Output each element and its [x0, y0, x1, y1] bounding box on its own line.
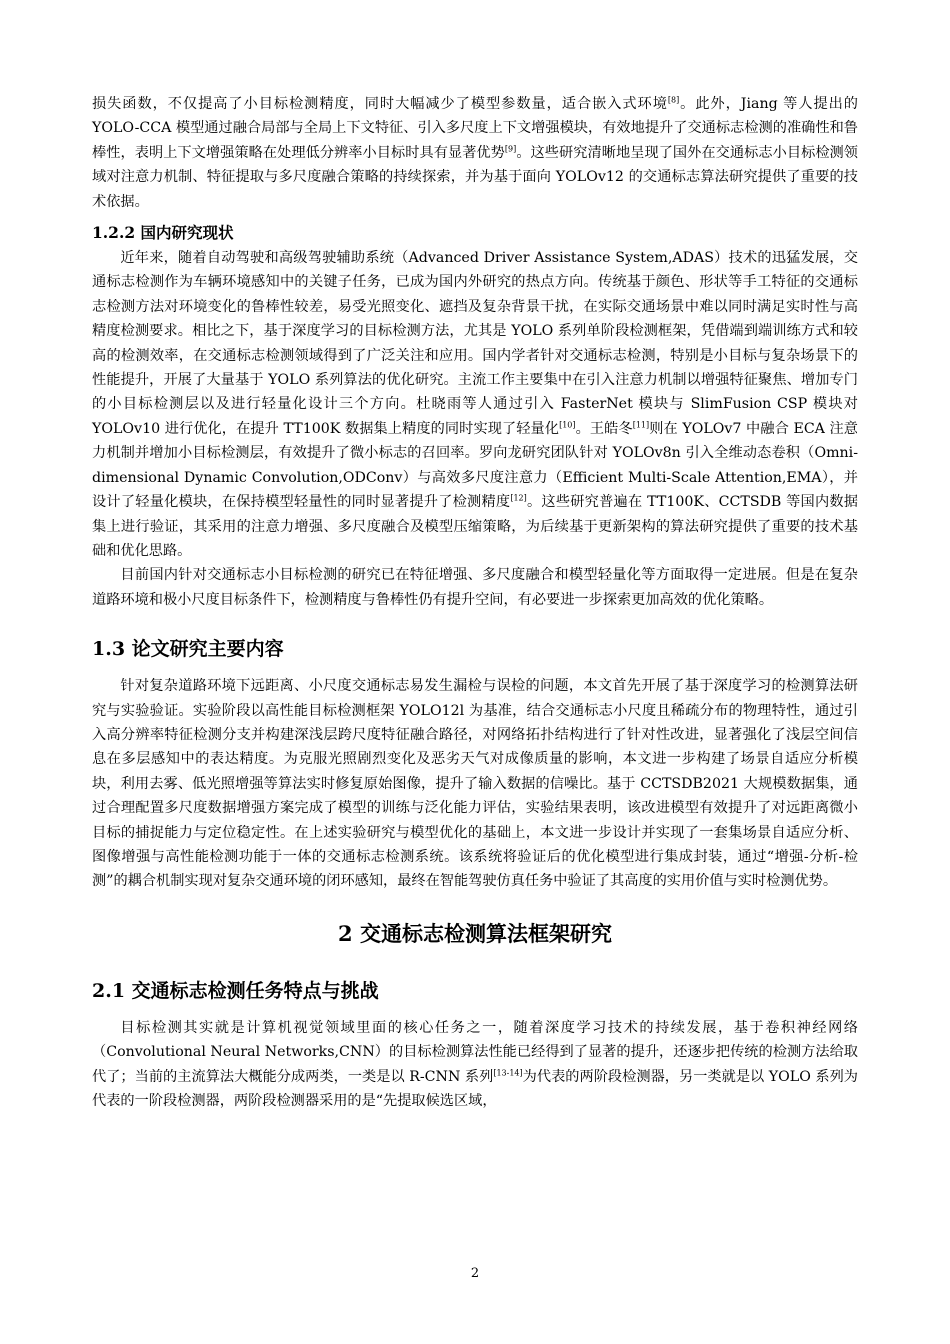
citation-ref[interactable]: [11]	[632, 420, 650, 430]
citation-ref[interactable]: [9]	[504, 144, 517, 154]
page-number: 2	[470, 1266, 480, 1281]
paragraph-main-content: 针对复杂道路环境下远距离、小尺度交通标志易发生漏检与误检的问题，本文首先开展了基于深度学习的检测算法研究与实验验证。实验阶段以高性能目标检测框架 YOLO12l 为基准，结合交通标志小尺度且稀疏分布的物理特性，通过引入高分辨率特征检测分支并构建深浅层跨尺度特征融合路径，对网络拓扑结构进行了针对性改进，显著强化了浅层空间信息在多层感知中的表达精度。为克服光照剧烈变化及恶劣天气对成像质量的影响，本文进一步构建了场景自适应分析模块，利用去雾、低光照增强等算法实时修复原始图像，提升了输入数据的信噪比。基于 CCTSDB2021 大规模数据集，通过合理配置多尺度数据增强方案完成了模型的训练与泛化能力评估，实验结果表明，该改进模型有效提升了对远距离微小目标的捕捉能力与定位稳定性。在上述实验研究与模型优化的基础上，本文进一步设计并实现了一套集场景自适应分析、图像增强与高性能检测功能于一体的交通标志检测系统。该系统将验证后的优化模型进行集成封装，通过“增强-分析-检测”的耦合机制实现对复杂交通环境的闭环感知，最终在智能驾驶仿真任务中验证了其高度的实用价值与实时检测优势。	[92, 678, 858, 890]
chapter-heading-2: 2 交通标志检测算法框架研究	[338, 920, 612, 946]
citation-ref[interactable]: [8]	[667, 95, 680, 105]
paragraph-detection-task: 目标检测其实就是计算机视觉领域里面的核心任务之一，随着深度学习技术的持续发展，基于卷积神经网络（Convolutional Neural Networks,CNN）的目标检测算法性能已经得到了显著的提升，还逐步把传统的检测方法给取代了；当前的主流算法大概能分成两类，一类是以 R-CNN 系列[13-14]为代表的两阶段检测器，另一类就是以 YOLO 系列为代表的一阶段检测器，两阶段检测器采用的是“先提取候选区域，	[92, 1019, 858, 1109]
paragraph-domestic-summary: 目前国内针对交通标志小目标检测的研究已在特征增强、多尺度融合和模型轻量化等方面取得一定进展。但是在复杂道路环境和极小尺度目标条件下，检测精度与鲁棒性仍有提升空间，有必要进一步探索更加高效的优化策略。	[92, 567, 858, 608]
citation-ref[interactable]: [13-14]	[493, 1067, 523, 1077]
citation-ref[interactable]: [10]	[559, 420, 576, 430]
page-body	[92, 92, 858, 1113]
section-heading-1-3: 1.3 论文研究主要内容	[92, 638, 284, 661]
section-heading-1-2-2: 1.2.2 国内研究现状	[92, 223, 234, 243]
section-heading-2-1: 2.1 交通标志检测任务特点与挑战	[92, 979, 379, 1002]
citation-ref[interactable]: [12]	[510, 493, 527, 503]
paragraph-continued: 损失函数，不仅提高了小目标检测精度，同时大幅减少了模型参数量，适合嵌入式环境[8]。此外，Jiang 等人提出的 YOLO-CCA 模型通过融合局部与全局上下文特征、引入多尺度上下文增强模块，有效地提升了交通标志检测的准确性和鲁棒性，表明上下文增强策略在处理低分辨率小目标时具有显著优势[9]。这些研究清晰地呈现了国外在交通标志小目标检测领域对注意力机制、特征提取与多尺度融合策略的持续探索，并为基于面向 YOLOv12 的交通标志算法研究提供了重要的技术依据。	[92, 95, 858, 210]
paragraph-domestic-research: 近年来，随着自动驾驶和高级驾驶辅助系统（Advanced Driver Assistance System,ADAS）技术的迅猛发展，交通标志检测作为车辆环境感知中的关键子任务，已成为国内外研究的热点方向。传统基于颜色、形状等手工特征的交通标志检测方法对环境变化的鲁棒性较差，易受光照变化、遮挡及复杂背景干扰，在实际交通场景中难以同时满足实时性与高精度检测要求。相比之下，基于深度学习的目标检测方法，尤其是 YOLO 系列单阶段检测框架，凭借端到端训练方式和较高的检测效率，在交通标志检测领域得到了广泛关注和应用。国内学者针对交通标志检测，特别是小目标与复杂场景下的性能提升，开展了大量基于 YOLO 系列算法的优化研究。主流工作主要集中在引入注意力机制以增强特征聚焦、增加专门的小目标检测层以及进行轻量化设计三个方向。杜晓雨等人通过引入 FasterNet 模块与 SlimFusion CSP 模块对 YOLOv10 进行优化，在提升 TT100K 数据集上精度的同时实现了轻量化[10]。王皓冬[11]则在 YOLOv7 中融合 ECA 注意力机制并增加小目标检测层，有效提升了微小标志的召回率。罗向龙研究团队针对 YOLOv8n 引入全维动态卷积（Omni-dimensional Dynamic Convolution,ODConv）与高效多尺度注意力（Efficient Multi-Scale Attention,EMA），并设计了轻量化模块，在保持模型轻量性的同时显著提升了检测精度[12]。这些研究普遍在 TT100K、CCTSDB 等国内数据集上进行验证，其采用的注意力增强、多尺度融合及模型压缩策略，为后续基于更新架构的算法研究提供了重要的技术基础和优化思路。	[92, 250, 858, 559]
